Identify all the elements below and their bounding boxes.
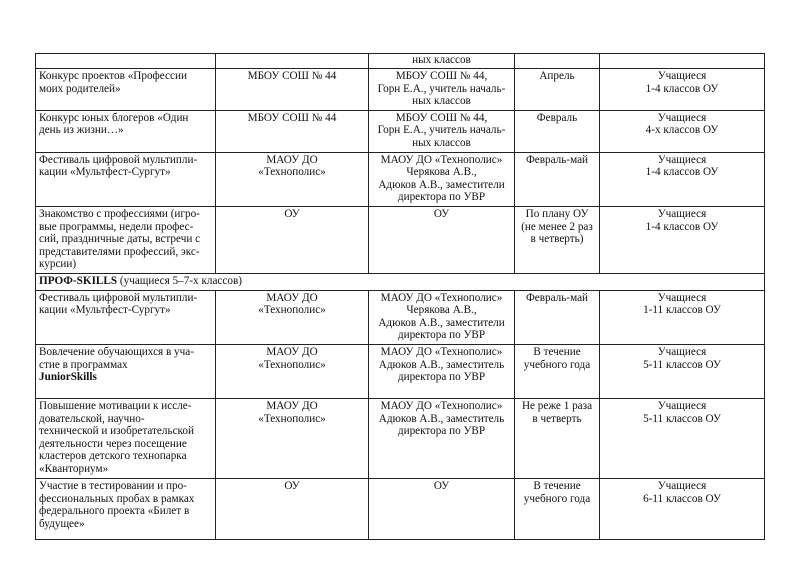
cell-event [36, 290, 216, 344]
cell-responsible [369, 478, 515, 539]
text-line: в четверть [532, 412, 582, 425]
text-line: Конкурс проектов «Профессии [39, 70, 187, 82]
text-line: Черякова А.В., [406, 166, 477, 179]
cell-participants [600, 290, 765, 344]
text-line: В течение [533, 479, 581, 492]
cell-dates [515, 478, 600, 539]
cell-dates [515, 290, 600, 344]
cell-dates [515, 69, 600, 111]
cell-participants [600, 206, 765, 273]
text-line: Горн Е.А., учитель началь- [377, 124, 506, 137]
text-line: кации «Мультфест-Сургут» [39, 166, 171, 179]
cell-responsible [369, 152, 515, 206]
text-line: «Технополис» [258, 412, 326, 425]
table-row [36, 152, 765, 206]
cell-venue [216, 344, 369, 398]
text-line: Горн Е.А., учитель началь- [377, 82, 506, 95]
text-line: Учащиеся [657, 291, 707, 304]
text-line: 6-11 классов ОУ [643, 492, 721, 505]
text-line: Учащиеся [657, 399, 707, 412]
cell-participants [600, 398, 765, 478]
cell-event [36, 398, 216, 478]
text-line: Апрель [539, 70, 575, 82]
text-line: МАОУ ДО «Технополис» [380, 153, 503, 166]
text-line: день из жизни…» [39, 124, 124, 137]
text-line: 5-11 классов ОУ [643, 412, 721, 425]
table-row [36, 110, 765, 152]
cell-responsible [369, 398, 515, 478]
text-line: кластеров детского технопарка [39, 450, 187, 463]
text-line: Адюков А.В., заместители [378, 178, 505, 191]
text-line: Учащиеся [657, 345, 707, 358]
text-line: МАОУ ДО [266, 291, 318, 304]
text-line: представителями профессий, экс- [39, 245, 200, 258]
text-line: ных классов [412, 136, 471, 149]
table-row-continuation [36, 54, 765, 69]
text-line: МАОУ ДО «Технополис» [380, 291, 503, 304]
cell-event [36, 69, 216, 111]
text-line: вые программы, недели профес- [39, 220, 194, 233]
text-line: довательской, научно- [39, 412, 145, 425]
cell-participants [600, 54, 765, 69]
cell-participants [600, 344, 765, 398]
text-line: Учащиеся [657, 111, 707, 124]
text-line: Февраль-май [525, 153, 589, 166]
cell-dates [515, 398, 600, 478]
cell-responsible [369, 290, 515, 344]
cell-venue [216, 110, 369, 152]
text-line: Черякова А.В., [406, 304, 477, 317]
text-line: деятельности через посещение [39, 437, 187, 450]
cell-participants [600, 152, 765, 206]
text-line: (не менее 2 раз [521, 220, 593, 233]
cell-responsible: ных классов [369, 54, 515, 69]
text-line: Адюков А.В., заместитель [378, 358, 505, 371]
text-line: сий, праздничные даты, встречи с [39, 233, 201, 246]
text-line: учебного года [523, 358, 591, 371]
text-line: ных классов [412, 95, 471, 108]
text-line: Повышение мотивации к иссле- [39, 399, 192, 412]
text-line: По плану ОУ [525, 207, 589, 220]
text-line: МБОУ СОШ № 44, [395, 70, 488, 82]
table-row [36, 290, 765, 344]
cell-event [36, 478, 216, 539]
cell-event [36, 344, 216, 398]
cell-responsible [369, 206, 515, 273]
text-line: МАОУ ДО [266, 153, 318, 166]
text-line: «Технополис» [258, 358, 326, 371]
text-line: МАОУ ДО «Технополис» [380, 399, 503, 412]
cell-venue [216, 152, 369, 206]
section-title [36, 273, 765, 290]
text-line: 5-11 классов ОУ [643, 358, 721, 371]
text-line: директора по УВР [397, 425, 486, 438]
text-line: Учащиеся [657, 153, 707, 166]
section-title-bold: ПРОФ-SKILLS [39, 274, 118, 287]
text-line: МБОУ СОШ № 44 [247, 70, 337, 82]
cell-responsible [369, 344, 515, 398]
text-line: Знакомство с профессиями (игро- [39, 207, 200, 220]
text-line: Фестиваль цифровой мультипли- [39, 153, 198, 166]
cell-venue [216, 206, 369, 273]
cell-participants [600, 478, 765, 539]
cell-dates [515, 344, 600, 398]
table-row [36, 478, 765, 539]
text-line: Не реже 1 раза [521, 399, 593, 412]
table-row [36, 69, 765, 111]
cell-dates [515, 206, 600, 273]
text-line: учебного года [523, 492, 591, 505]
cell-participants [600, 110, 765, 152]
text-line: ОУ [284, 207, 300, 220]
cell-venue [216, 290, 369, 344]
text-line: МАОУ ДО [266, 345, 318, 358]
text-line: ОУ [284, 479, 300, 492]
text-line: Адюков А.В., заместители [378, 316, 505, 329]
text-line: МАОУ ДО [266, 399, 318, 412]
table-row [36, 206, 765, 273]
text-line: 1-4 классов ОУ [645, 220, 719, 233]
text-line: «Кванториум» [39, 462, 109, 475]
cell-venue [216, 69, 369, 111]
text-line: директора по УВР [397, 371, 486, 384]
text-line: Адюков А.В., заместитель [378, 412, 505, 425]
cell-participants [600, 69, 765, 111]
text-line: 1-4 классов ОУ [645, 82, 719, 95]
text-line: «Технополис» [258, 304, 326, 317]
text-line-bold: JuniorSkills [39, 371, 97, 384]
cell-responsible [369, 69, 515, 111]
cell-event [36, 152, 216, 206]
text-line: фессиональных пробах в рамках [39, 492, 195, 505]
text-line: Учащиеся [657, 70, 707, 82]
text-line: Конкурс юных блогеров «Один [39, 111, 189, 124]
text-line: директора по УВР [397, 191, 486, 204]
text-line: Участие в тестировании и про- [39, 479, 187, 492]
cell-dates [515, 152, 600, 206]
text-line: моих родителей» [39, 82, 121, 95]
text-line: курсии) [39, 258, 77, 271]
text-line: Учащиеся [657, 479, 707, 492]
text-line: «Технополис» [258, 166, 326, 179]
text-line: Фестиваль цифровой мультипли- [39, 291, 198, 304]
text-line: федерального проекта «Билет в [39, 505, 190, 518]
text-line: технической и изобретательской [39, 425, 194, 438]
text-line: стие в программах [39, 358, 128, 371]
cell-event [36, 206, 216, 273]
text-line: МБОУ СОШ № 44, [395, 111, 488, 124]
text-line: Февраль [536, 111, 578, 124]
cell-responsible [369, 110, 515, 152]
text-line: Вовлечение обучающихся в уча- [39, 345, 194, 358]
cell-event [36, 110, 216, 152]
text-line: в четверть) [530, 233, 584, 246]
text-line: ОУ [433, 479, 450, 492]
text-line: Учащиеся [657, 207, 707, 220]
cell-venue [216, 478, 369, 539]
text-line: 4-х классов ОУ [645, 124, 719, 137]
text-line: 1-4 классов ОУ [645, 166, 719, 179]
events-plan-table [35, 53, 765, 540]
text-line: ОУ [433, 207, 450, 220]
table-row [36, 398, 765, 478]
cell-venue [216, 54, 369, 69]
text-line: В течение [533, 345, 581, 358]
table-row [36, 344, 765, 398]
section-title-rest: (учащиеся 5–7-х классов) [117, 274, 242, 287]
text-line: МБОУ СОШ № 44 [247, 111, 337, 124]
cell-dates [515, 110, 600, 152]
text-line: МАОУ ДО «Технополис» [380, 345, 503, 358]
text-line: Февраль-май [525, 291, 589, 304]
text-line: кации «Мультфест-Сургут» [39, 304, 171, 317]
cell-event [36, 54, 216, 69]
cell-venue [216, 398, 369, 478]
text-line: 1-11 классов ОУ [643, 304, 721, 317]
cell-dates [515, 54, 600, 69]
section-header-row [36, 273, 765, 290]
text-line: директора по УВР [397, 329, 486, 342]
text-line: будущее» [39, 517, 85, 530]
